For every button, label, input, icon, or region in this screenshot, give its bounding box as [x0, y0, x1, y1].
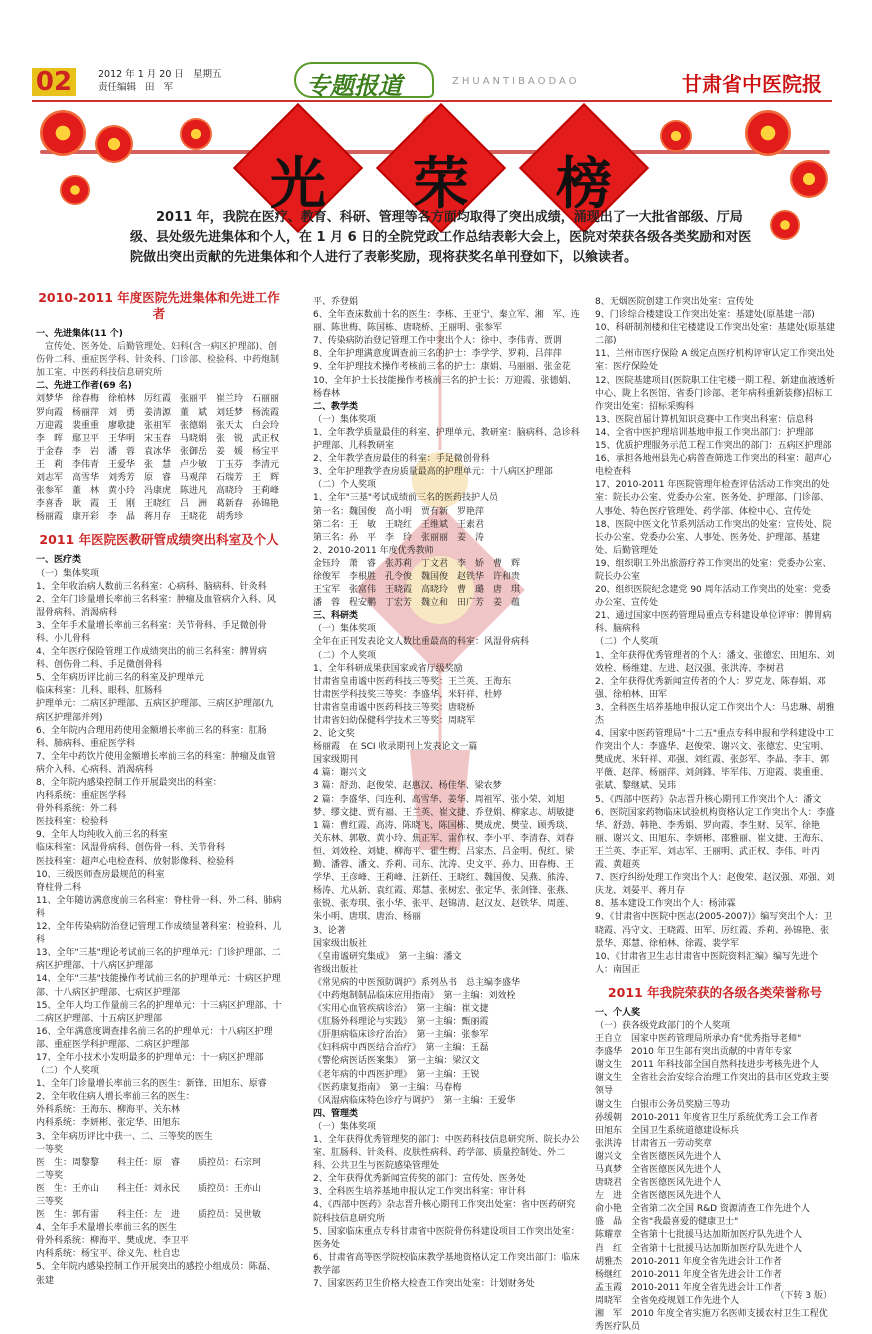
- list-entry: 一等奖: [36, 1144, 64, 1155]
- section-english-title: ZHUANTIBAODAO: [452, 76, 580, 87]
- list-entry: 《常见病的中医预防调护》系列丛书 总主编李盛华: [313, 977, 521, 988]
- list-entry: 田旭东 全国卫生系统道德建设标兵: [595, 1125, 740, 1136]
- list-entry: 14、全省中医护理培训基地申报工作突出部门：护理部: [595, 427, 814, 438]
- list-entry: 15、优质护理服务示范工程工作突出的部门：五病区护理部: [595, 441, 832, 452]
- list-entry: （二）个人奖项: [36, 1066, 100, 1077]
- list-entry: 4、全年手术量增长率前三名的医生: [36, 1223, 177, 1234]
- list-entry: 王宝军 张富伟 王晓霞 高晓玲 曹 璐 唐 琪: [313, 585, 521, 596]
- list-entry: 内科系统：重症医学科: [36, 791, 127, 802]
- list-entry: 李喜香 耿 霞 王 刚 王晓红 吕 洲 葛新春 孙锦艳: [36, 499, 280, 510]
- list-entry: 孟玉霞 2010-2011 年度全省先进会计工作者: [595, 1282, 782, 1293]
- list-entry: 医 生：周黎黎 科主任：原 睿 质控员：石宗珂: [36, 1157, 262, 1168]
- list-entry: 10、科研制剂楼和住宅楼建设工作突出处室：基建处(原基建二部): [595, 323, 835, 347]
- list-entry: 万迎霞 裴重重 廖歌捷 张祖军 张德娟 张天太 白会玲: [36, 420, 280, 431]
- list-entry: （一）集体奖项: [313, 414, 377, 425]
- banner-char: 荣: [413, 151, 469, 217]
- list-entry: 17、全年小技术小发明最多的护理单元：十一病区护理部: [36, 1052, 264, 1063]
- issue-meta: [98, 68, 221, 94]
- list-entry: 《皇甫谧研究集成》 第一主编：潘文: [313, 951, 462, 962]
- list-entry: 《实用心血管疾病诊治》 第一主编：崔文捷: [313, 1004, 489, 1015]
- list-entry: 骨外科系统：柳海平、樊成虎、李卫平: [36, 1236, 190, 1247]
- category-heading: 一、个人奖: [595, 1007, 641, 1018]
- list-entry: 湘 军 2010 年度全省实施万名医师支援农村卫生工程优秀医疗队员: [595, 1309, 828, 1333]
- list-entry: 5、全年病历评比前三名的科室及护理单元: [36, 673, 204, 684]
- list-entry: 2、全年门诊量增长率前三名科室：肿瘤及血管病介入科、风湿骨病科、消渴病科: [36, 594, 276, 618]
- list-entry: 4、国家中医药管理局"十二五"重点专科申报和学科建设中工作突出个人：李盛华、赵俊荣、谢兴文、张德宏、史宝明、樊成虎、米轩祥、邓强、刘红霞、张彭军、李晶、李丰、郭平薇、赵萍、杨丽萍、刘剑鋒、毕军伟、万迎霞、裴重重、张斌、黎继斌、吴玮: [595, 729, 835, 792]
- list-entry: 谢文生 白银市公务员奖励三等功: [595, 1099, 731, 1110]
- list-entry: 马真梦 全省医德医风先进个人: [595, 1165, 722, 1175]
- list-entry: 杨继红 2010-2011 年度全省先进会计工作者: [595, 1269, 782, 1280]
- list-entry: 6、医院国家药物临床试验机构资格认定工作突出个人：李盛华、舒劲、韩艳、李秀娟、罗向霞、李生财、吴军、徐艳丽、谢兴文、田旭东、李妍彬、邵雅丽、崔文捷、王海东、王兰英、李正军、刘志军、王丽明、武正权、李伟、叶丙霞、黄超英: [595, 807, 835, 871]
- list-entry: 7、全年中药饮片使用金额增长率前三名的科室：肿瘤及血管病介入科、心病科、消渴病科: [36, 751, 276, 775]
- continued-note: （下转 3 版）: [775, 1291, 832, 1301]
- banner-char: 榜: [556, 151, 612, 217]
- section-title: 专题报道: [306, 71, 402, 100]
- column-middle: [313, 296, 581, 1291]
- list-entry: 谢兴文 全省医德医风先进个人: [595, 1151, 722, 1162]
- list-entry: 张洪涛 甘肃省五一劳动奖章: [595, 1138, 713, 1149]
- category-heading: 一、先进集体(11 个): [36, 329, 123, 339]
- list-entry: （二）个人奖项: [313, 480, 377, 491]
- list-entry: 《老年病的中西医护理》 第一主编：王锐: [313, 1069, 480, 1080]
- list-entry: 第三名：孙 平 李 玲 张丽丽 姜 涛: [313, 532, 485, 543]
- list-entry: 16、全年满意度调查排名前三名的护理单元：十八病区护理部、重症医学科护理部、二病区护理部: [36, 1026, 273, 1050]
- flower-decoration: [790, 160, 828, 198]
- list-entry: 李盛华 2010 年卫生部有突出贡献的中青年专家: [595, 1047, 792, 1058]
- list-entry: 甘肃省妇幼保健科学技术三等奖：周晓军: [313, 716, 476, 726]
- issue-date: 2012 年 1 月 20 日 星期五: [98, 69, 222, 80]
- list-entry: 1、全年收治病人数前三名科室：心病科、脑病科、针灸科: [36, 581, 267, 592]
- list-entry: 14、全年"三基"技能操作考试前三名的护理单元：十病区护理部、十八病区护理部、七病区护理部: [36, 974, 281, 998]
- list-entry: 第一名：魏国俊 高小明 贾有新 罗艳萍: [313, 506, 485, 517]
- list-entry: 7、传染病防治登记管理工作中突出个人：徐中、李伟青、贾谓: [313, 336, 562, 347]
- category-heading: 二、教学类: [313, 401, 359, 412]
- list-entry: 骨外科系统：外二科: [36, 804, 118, 815]
- masthead: 甘肃省中医院报: [682, 72, 822, 96]
- list-entry: （二）个人奖项: [313, 650, 377, 661]
- list-entry: 4、《西部中医药》杂志晋升核心期刊工作突出处室：省中医药研究院科技信息研究所: [313, 1200, 576, 1224]
- list-entry: 谢文生 2011 年科技部全国自然科技进步考核先进个人: [595, 1060, 819, 1071]
- list-entry: 刘志军 高雪华 刘秀芳 原 睿 马观萍 石瑞芳 王 辉: [36, 473, 280, 484]
- list-entry: 杨丽霞 康开彩 李 晶 蒋月存 王晓花 胡秀珍: [36, 512, 244, 523]
- list-entry: 临床科室：风湿骨病科、创伤骨一科、关节骨科: [36, 843, 226, 854]
- list-entry: 甘肃省皇甫谧中医药科技三等奖：王兰英、王海东: [313, 676, 512, 687]
- list-entry: 3、论著: [313, 925, 346, 936]
- list-entry: 2、全年收住病人增长率前三名的医生：: [36, 1092, 195, 1103]
- banner-char: 光: [270, 151, 326, 217]
- list-entry: 省级出版社: [313, 964, 359, 975]
- list-entry: 《医药康复指南》 第一主编：马春梅: [313, 1082, 462, 1093]
- list-entry: 医技科室：检验科: [36, 817, 109, 828]
- flower-decoration: [770, 210, 800, 240]
- list-entry: 胡雅杰 2010-2011 年度全省先进会计工作者: [595, 1256, 782, 1267]
- list-entry: （一）集体奖项: [313, 1121, 377, 1132]
- list-entry: 6、全年院内合理用药使用金额增长率前三名的科室：肛肠科、肺病科、重症医学科: [36, 725, 267, 749]
- list-entry: 李 晖 鄢卫平 王华明 宋玉春 马晓娟 张 锐 武正权: [36, 433, 280, 444]
- list-entry: 3、全科医生培养基地申报认定工作突出科室：审计科: [313, 1187, 526, 1198]
- section-heading: 2010-2011 年度医院先进集体和先进工作者: [38, 290, 280, 321]
- list-entry: 8、全年护理满意度调查前三名的护士：李学学、罗莉、吕萍萍: [313, 349, 562, 360]
- list-entry: 1、全年门诊量增长率前三名的医生：新锋、田旭东、原睿: [36, 1079, 267, 1090]
- list-entry: 9、全年护理技术操作考核前三名的护士：康娟、马丽丽、张金花: [313, 362, 571, 373]
- list-entry: 谢文生 全省社会治安综合治理工作突出的县市区党政主要领导: [595, 1073, 830, 1097]
- list-entry: 王 莉 李伟青 王爱华 张 慧 卢少敏 丁玉芬 李清元: [36, 459, 280, 470]
- list-entry: （一）集体奖项: [313, 624, 377, 635]
- flower-decoration: [95, 125, 133, 163]
- list-entry: 5、全年院内感染控制工作开展突出的感控小组成员：陈磊、张建: [36, 1262, 276, 1286]
- list-entry: 俞小艳 全省第二次全国 R&D 资源清查工作先进个人: [595, 1204, 810, 1215]
- list-entry: 2、全年获得优秀新闻宣传者的个人：罗克龙、陈春娟、邓 强、徐柏林、田军: [595, 676, 835, 700]
- column-left: [36, 282, 282, 1288]
- list-entry: 3、全年病历评比中获一、二、三等奖的医生: [36, 1131, 213, 1142]
- list-entry: 护理单元：二病区护理部、五病区护理部、三病区护理部(九病区护理部并列): [36, 699, 274, 723]
- list-entry: 外科系统：王海东、柳海平、关东林: [36, 1105, 181, 1116]
- list-entry: 潘 蓉 程安鹏 丁宏芳 魏立和 田广芳 姜 蕴: [313, 598, 521, 609]
- list-entry: 《肝胆病临床诊疗治治》 第一主编：张参军: [313, 1030, 489, 1041]
- list-entry: 第二名：王 敏 王晓红 王维斌 王素君: [313, 519, 485, 530]
- flower-decoration: [60, 175, 90, 205]
- list-entry: 11、全年随访满意度前三名科室：脊柱骨一科、外二科、肺病科: [36, 895, 282, 919]
- list-entry: （一）获各级党政部门的个人奖项: [595, 1020, 731, 1031]
- page-header: [32, 62, 832, 102]
- list-entry: 11、兰州市医疗保险 A 级定点医疗机构评审认定工作突出处室：医疗保险处: [595, 349, 835, 373]
- list-entry: 周晓军 全省免疫规划工作先进个人: [595, 1295, 740, 1306]
- list-entry: 21、通过国家中医药管理局重点专科建设单位评审：脾胃病科、脑病科: [595, 611, 832, 635]
- column-right: [595, 296, 835, 1334]
- list-entry: 2、论文奖: [313, 729, 355, 740]
- list-entry: 《妇科病中西医结合治疗》 第一主编：王磊: [313, 1043, 489, 1054]
- list-entry: 17、2010-2011 年医院管理年检查评估活动工作突出的处室：院长办公室、党委办公室、医务处、护理部、门诊部、人事处、特色医疗管理处、药学部、体检中心、宣传处: [595, 480, 830, 517]
- list-entry: 3、全年手术量增长率前三名科室：关节骨科、手足微创骨科、小儿骨科: [36, 620, 267, 644]
- list-entry: 医技科室：超声心电检查科、放射影像科、检验科: [36, 856, 235, 867]
- list-entry: 《警伦病医话医案集》 第一主编：梁汉文: [313, 1056, 480, 1067]
- list-entry: 脊柱骨二科: [36, 882, 82, 893]
- list-entry: 左 进 全省医德医风先进个人: [595, 1191, 722, 1202]
- list-entry: 徐俊军 李根胜 孔令俊 魏国俊 赵铁华 许和贵: [313, 571, 521, 582]
- list-entry: 医 生：郭有雷 科主任：左 进 质控员：吴世敏: [36, 1210, 262, 1221]
- list-entry: 7、国家医药卫生价格大检查工作突出处室：计划财务处: [313, 1279, 535, 1290]
- list-entry: 2、2010-2011 年度优秀教师: [313, 545, 434, 556]
- list-entry: 2 篇：李盛华、闫连利、高雪华、姜华、周祖军、张小荣、刘旭梦、缪文捷、贾有福、王兰英、崔文捷、乔登娟、柳家志、胡敏捷: [313, 794, 575, 818]
- list-entry: 4 篇：谢兴文: [313, 768, 367, 779]
- list-entry: 国家级出版社: [313, 938, 368, 949]
- category-heading: 三、科研类: [313, 611, 359, 622]
- list-entry: （一）集体奖项: [36, 568, 100, 579]
- flower-decoration: [40, 110, 86, 156]
- list-entry: 10、全年护士长技能操作考核前三名的护士长：万迎霞、张德娟、杨春林: [313, 375, 577, 399]
- list-entry: 平、乔登娟: [313, 297, 359, 307]
- list-entry: 10、《甘肃省卫生志甘肃省中医院资料汇编》编写先进个人：南国正: [595, 951, 818, 975]
- category-heading: 一、医疗类: [36, 555, 82, 566]
- list-entry: 9、门诊综合楼建设工作突出处室：基建处(原基建一部): [595, 310, 815, 321]
- list-entry: 4、全年医疗保险管理工作成绩突出的前三名科室：脾胃病科、创伤骨二科、手足微创骨科: [36, 647, 267, 671]
- list-entry: 3 篇：舒劲、赵俊荣、赵惠汉、杨佳华、梁农梦: [313, 781, 502, 792]
- list-entry: 内科系统：杨宝平、徐义先、杜自忠: [36, 1249, 181, 1260]
- list-entry: 临床科室：儿科、眼科、肛肠科: [36, 686, 163, 697]
- list-entry: 9、全年人均纯收入前三名的科室: [36, 830, 168, 841]
- list-entry: 甘肃医学科技奖三等奖：李盛华、米轩祥、杜婷: [313, 689, 503, 700]
- list-entry: 1、全年教学质量最佳的科室、护理单元、教研室：脑病科、急诊科护理部、儿科教研室: [313, 427, 580, 452]
- list-entry: 1、全年获得优秀管理者的个人：潘文、张德宏、田旭东、刘效栓、杨维建、左进、赵汉强、张洪涛、李树君: [595, 650, 835, 674]
- list-entry: 15、全年人均工作量前三名的护理单元：十三病区护理部、十二病区护理部、十五病区护理部: [36, 1000, 282, 1024]
- page-number: 02: [32, 68, 76, 96]
- list-entry: 甘肃省皇甫谧中医药科技三等奖：唐晓桥: [313, 702, 476, 713]
- list-entry: 《中药炮制制品临床应用指南》 第一主编：刘效栓: [313, 990, 516, 1001]
- list-entry: 5、《西部中医药》杂志晋升核心期刊工作突出个人：潘文: [595, 794, 822, 805]
- list-entry: 罗向霞 杨丽萍 刘 勇 姜清源 董 斌 刘廷梦 杨流霞: [36, 407, 280, 418]
- list-entry: 19、组织职工外出旅游疗养工作突出的处室：党委办公室、院长办公室: [595, 558, 832, 582]
- list-entry: 全年在正刊发表论文人数比重最高的科室：风湿骨病科: [313, 637, 530, 648]
- flower-decoration: [180, 118, 212, 150]
- list-entry: 金钰玲 萧 睿 张苏莉 丁文君 李 娇 曹 辉: [313, 558, 521, 569]
- list-entry: 6、甘肃省高等医学院校临床教学基地资格认定工作突出部门：临床教学部: [313, 1252, 580, 1276]
- flower-decoration: [660, 120, 692, 152]
- list-entry: 12、医院基建项目(医院职工住宅楼一期工程、新建血液透析中心、陇上名医馆、省委门诊部、老年病科重新装修)招标工作突出处室：招标采购科: [595, 375, 835, 412]
- list-entry: 9、《甘肃省中医院中医志(2005-2007)》编写突出个人：卫晓霞、冯守文、王晓霞、田军、厉红霞、乔莉、孙锦艳、张景华、郑慧、徐柏林、徐霞、裴学军: [595, 912, 833, 949]
- list-entry: 肖 红 全省第十七批援马达加斯加医疗队先进个人: [595, 1243, 803, 1254]
- list-entry: 5、国家临床重点专科甘肃省中医院骨伤科建设项目工作突出处室：医务处: [313, 1226, 580, 1250]
- list-entry: 王自立 国家中医药管理局所承办育"优秀指导老师": [595, 1034, 802, 1045]
- list-entry: 16、承担各地州县先心病普查筛选工作突出的科室：超声心电检查科: [595, 454, 832, 478]
- list-entry: 医 生：王亦山 科主任：刘永民 质控员：王亦山: [36, 1183, 262, 1194]
- list-entry: 于金春 李 岩 潘 蓉 袁冰华 张御岳 姜 媛 杨宝平: [36, 446, 280, 457]
- category-heading: 二、先进工作者(69 名): [36, 381, 132, 392]
- list-entry: 2、全年教学查房最佳的科室：手足微创骨科: [313, 454, 490, 465]
- list-entry: 1、全年"三基"考试成绩前三名的医药技护人员: [313, 493, 499, 504]
- list-entry: 1、全年科研成果获国家或省厅级奖励: [313, 663, 463, 674]
- list-entry: 1 篇：曹红霞、高涛、陈晓飞、陈国栋、樊成虎、樊莹、顾秀琰、关东林、郭敬、黄小玲、焦正军、雷作权、李小平、李清春、刘春恒、刘效栓、刘婕、柳海平、霍生梅、吕家杰、吕金明、倪红、梁勤、潘蓉、潘文、乔莉、司东、沈涛、史文平、孙力、田春梅、王学华、王彦峰、王莉峰、汪新任、王晓红、魏国俊、吴燕、熊涛、杨涛、尤从新、袁红霞、郑慧、张树宏、张定华、张剑锋、张燕、张锐、张寿琪、张小华、张平、赵锦清、赵汉友、赵铁华、周莲、朱小明、唐琪、唐治、杨丽: [313, 820, 575, 923]
- flower-decoration: [745, 110, 791, 156]
- list-entry: 10、三级医师查房最规范的科室: [36, 869, 165, 880]
- section-heading: 2011 年医院医教研管成绩突出科室及个人: [39, 532, 279, 548]
- list-entry: 8、全年院内感染控制工作开展最突出的科室：: [36, 778, 222, 788]
- list-entry: 3、全年护理教学查房质量最高的护理单元：十八病区护理部: [313, 467, 553, 478]
- list-entry: 盛 晶 全省"我最喜爱的健康卫士": [595, 1217, 739, 1228]
- list-entry: 杨丽霞 在 SCI 收录期刊上发表论文一篇: [313, 742, 478, 753]
- section-badge: [294, 62, 434, 98]
- list-entry: 国家级期刊: [313, 755, 359, 766]
- list-entry: 3、全科医生培养基地申报认定工作突出个人：马忠琳、胡雅杰: [595, 702, 835, 726]
- list-entry: 12、全年传染病防治登记管理工作成绩显著科室：检验科、儿科: [36, 922, 282, 946]
- list-entry: 13、全年"三基"理论考试前三名的护理单元：门诊护理部、二病区护理部、十八病区护理部: [36, 948, 281, 972]
- list-entry: 内科系统：李妍彬、张定华、田旭东: [36, 1118, 181, 1129]
- list-entry: 6、全年查床数前十名的医生：李栋、王亚宁、秦立军、湘 军、连丽、陈世梅、陈国栋、唐晓桥、王丽明、张参军: [313, 310, 580, 334]
- list-entry: 《风湿病临床特色诊疗与调护》 第一主编：王爱华: [313, 1095, 516, 1106]
- list-entry: 张参军 董 林 黄小玲 冯康虎 陈进凡 高晓玲 王莉峰: [36, 486, 280, 497]
- list-entry: 《肛肠外科理论与实践》 第一主编：甄丽霞: [313, 1017, 489, 1028]
- list-entry: 二等奖: [36, 1170, 64, 1181]
- list-entry: 1、全年获得优秀管理奖的部门：中医药科技信息研究所、院长办公室、肛肠科、针灸科、皮肤性病科、药学部、质量控制处、外二科、公共卫生与医院感染管理处: [313, 1135, 580, 1172]
- list-entry: （二）个人奖项: [595, 637, 659, 648]
- list-entry: 宣传处、医务处、后勤管理处、妇科(含一病区护理部)、创伤骨二科、重症医学科、针灸科、门诊部、检验科、中药炮制加工室、中医药科技信息研究所: [36, 342, 280, 379]
- list-entry: 2、全年获得优秀新闻宣传奖的部门：宣传处、医务处: [313, 1174, 526, 1185]
- list-entry: 8、基本建设工作突出个人：杨沛霖: [595, 899, 736, 910]
- list-entry: 孙缓朝 2010-2011 年度省卫生厅系统优秀工会工作者: [595, 1112, 818, 1123]
- list-entry: 唐晓君 全省医德医风先进个人: [595, 1178, 722, 1189]
- list-entry: 18、医院中医文化节系列活动工作突出的处室：宣传处、院长办公室、党委办公室、人事处、医务处、护理部、基建处、后勤管理处: [595, 519, 832, 556]
- list-entry: 8、无烟医院创建工作突出处室：宣传处: [595, 297, 754, 307]
- list-entry: 20、组织医院纪念建党 90 周年活动工作突出的处室：党委办公室、宣传处: [595, 585, 831, 609]
- category-heading: 四、管理类: [313, 1108, 359, 1119]
- intro-paragraph: 2011 年，我院在医疗、教育、科研、管理等各方面均取得了突出成绩，涌现出了一大批省部级、厅局级、县处级先进集体和个人，在 1 月 6 日的全院党政工作总结表彰大会上，医院对荣获各级各类奖励和对医院做出突出贡献的先进集体和个人进行了表彰奖励，现将获奖名单刊登如下，以飨读者。: [130, 210, 752, 265]
- list-entry: 三等奖: [36, 1197, 64, 1207]
- list-entry: 13、医院首届计算机知识竞赛中工作突出科室：信息科: [595, 414, 814, 425]
- section-heading: 2011 年我院荣获的各级各类荣誉称号: [607, 984, 823, 1000]
- list-entry: 陈耀章 全省第十七批援马达加斯加医疗队先进个人: [595, 1230, 803, 1241]
- editor-line: 责任编辑 田 军: [98, 82, 174, 93]
- list-entry: 7、医疗纠纷处理工作突出个人：赵俊荣、赵汉强、邓强、刘庆龙、刘晏平、蒋月存: [595, 873, 835, 897]
- list-entry: 刘梦华 徐春梅 徐柏林 厉红霞 张丽平 崔兰玲 石丽丽: [36, 394, 280, 405]
